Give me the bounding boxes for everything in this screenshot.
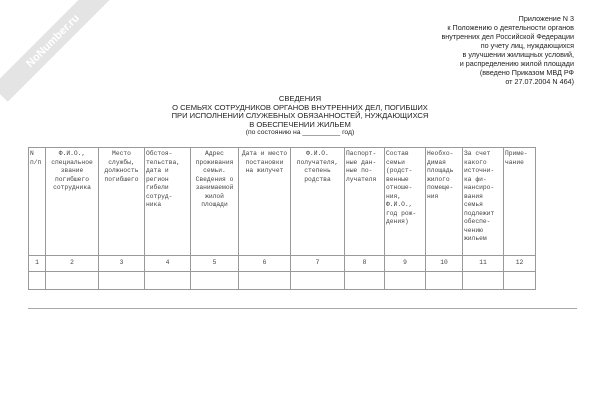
appendix-line: в улучшении жилищных условий, <box>462 50 574 59</box>
header-cell: Паспорт- ные дан- ные по- лучателя <box>345 148 385 256</box>
empty-cell <box>29 272 46 290</box>
title-date-line: (по состоянию на __________ год) <box>245 129 355 137</box>
empty-cell <box>145 272 191 290</box>
header-cell: Ф.И.О., специальное звание погибшего сотрудника <box>46 148 99 256</box>
appendix-line: от 27.07.2004 N 464) <box>505 77 574 86</box>
header-cell: Обстоя- тельства, дата и регион гибели сотруд- ника <box>145 148 191 256</box>
number-cell: 4 <box>145 256 191 272</box>
header-cell: Адрес проживания семьи. Сведения о занимаемой жилой площади <box>191 148 239 256</box>
document-title <box>130 95 470 138</box>
header-cell: За счет какого источни- ка фи- нансиро- вания семья подлежит обеспе- чению жильем <box>463 148 504 256</box>
title-line: СВЕДЕНИЯ <box>278 94 322 103</box>
appendix-line: к Положению о деятельности органов <box>447 23 574 32</box>
empty-cell <box>385 272 426 290</box>
title-line: ПРИ ИСПОЛНЕНИИ СЛУЖЕБНЫХ ОБЯЗАННОСТЕЙ, НУЖДАЮЩИХСЯ <box>171 111 429 121</box>
number-cell: 5 <box>191 256 239 272</box>
number-cell: 7 <box>291 256 345 272</box>
empty-cell <box>345 272 385 290</box>
appendix-line: Приложение N 3 <box>518 14 574 23</box>
empty-cell <box>426 272 463 290</box>
number-cell: 8 <box>345 256 385 272</box>
empty-cell <box>46 272 99 290</box>
number-cell: 2 <box>46 256 99 272</box>
number-cell: 10 <box>426 256 463 272</box>
header-cell: N п/п <box>29 148 46 256</box>
appendix-line: по учету лиц, нуждающихся <box>480 41 574 50</box>
title-line: В ОБЕСПЕЧЕНИИ ЖИЛЬЕМ <box>249 119 351 129</box>
info-table <box>28 147 536 290</box>
header-cell: Состав семьи (родст- венные отноше- ния, Ф.И.О., год рож- дения) <box>385 148 426 256</box>
empty-cell <box>191 272 239 290</box>
title-line: О СЕМЬЯХ СОТРУДНИКОВ ОРГАНОВ ВНУТРЕННИХ ДЕЛ, ПОГИБШИХ <box>172 102 428 112</box>
header-cell: Место службы, должность погибшего <box>99 148 145 256</box>
header-cell: Дата и место постановки на жилучет <box>239 148 291 256</box>
number-cell: 12 <box>504 256 536 272</box>
watermark: NoNumber.ru <box>0 0 114 102</box>
empty-cell <box>239 272 291 290</box>
number-cell: 11 <box>463 256 504 272</box>
empty-cell <box>291 272 345 290</box>
divider-line <box>28 308 577 309</box>
header-row <box>29 148 536 256</box>
header-cell: Ф.И.О. получателя, степень родства <box>291 148 345 256</box>
appendix-note <box>441 14 574 86</box>
appendix-line: (введено Приказом МВД РФ <box>479 68 574 77</box>
empty-row <box>29 272 536 290</box>
number-cell: 9 <box>385 256 426 272</box>
number-cell: 3 <box>99 256 145 272</box>
empty-cell <box>463 272 504 290</box>
number-cell: 6 <box>239 256 291 272</box>
empty-cell <box>504 272 536 290</box>
column-number-row <box>29 256 536 272</box>
number-cell: 1 <box>29 256 46 272</box>
header-cell: Приме- чание <box>504 148 536 256</box>
appendix-line: внутренних дел Российской Федерации <box>441 32 574 41</box>
empty-cell <box>99 272 145 290</box>
header-cell: Необхо- димая площадь жилого помеще- ния <box>426 148 463 256</box>
appendix-line: и распределению жилой площади <box>459 59 574 68</box>
